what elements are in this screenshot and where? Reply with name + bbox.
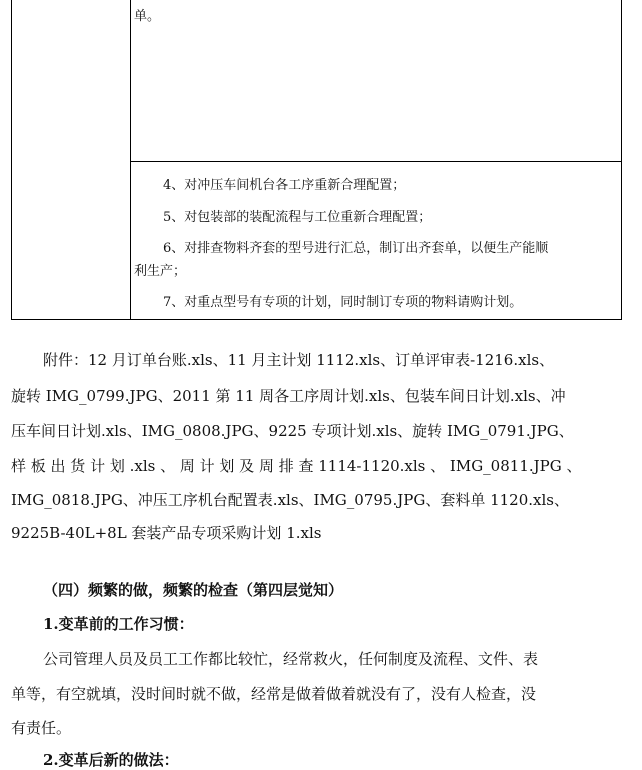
attachments-line-5: IMG_0818.JPG、冲压工序机台配置表.xls、IMG_0795.JPG、套料单 1120.xls、 <box>11 491 569 509</box>
table-item-4: 4、对冲压车间机台各工序重新合理配置； <box>163 178 406 193</box>
paragraph-line-2: 单等，有空就填，没时间时就不做，经常是做着做着就没有了，没有人检查，没 <box>11 685 537 703</box>
attachments-line-2: 旋转 IMG_0799.JPG、2011 第 11 周各工序周计划.xls、包装车间日计划.xls、冲 <box>11 387 566 405</box>
attachments-line-1: 附件：12 月订单台账.xls、11 月主计划 1112.xls、订单评审表-1216.xls、 <box>43 351 555 369</box>
paragraph-line-1: 公司管理人员及员工工作都比较忙，经常救火，任何制度及流程、文件、表 <box>43 650 539 668</box>
attachments-line-4: 样 板 出 货 计 划 .xls 、 周 计 划 及 周 排 查 1114-1120.xls 、 IMG_0811.JPG 、 <box>11 457 582 475</box>
paragraph-line-3: 有责任。 <box>11 719 72 737</box>
table-column-divider <box>130 0 131 320</box>
table-item-6: 6、对排查物料齐套的型号进行汇总，制订出齐套单，以便生产能顺 <box>163 241 549 256</box>
table-top-cell-text: 单。 <box>134 9 161 24</box>
table-item-6-cont: 利生产； <box>134 264 187 279</box>
subsection-before-title: 1.变革前的工作习惯： <box>43 615 194 633</box>
plan-table <box>11 0 622 320</box>
attachments-line-3: 压车间日计划.xls、IMG_0808.JPG、9225 专项计划.xls、旋转 IMG_0791.JPG、 <box>11 422 574 440</box>
section-title: （四）频繁的做，频繁的检查（第四层觉知） <box>43 581 344 599</box>
table-item-7: 7、对重点型号有专项的计划，同时制订专项的物料请购计划。 <box>163 295 523 310</box>
table-item-5: 5、对包装部的装配流程与工位重新合理配置； <box>163 210 432 225</box>
table-row-divider <box>130 161 621 162</box>
attachments-line-6: 9225B-40L+8L 套装产品专项采购计划 1.xls <box>11 524 322 542</box>
subsection-after-title: 2.变革后新的做法： <box>43 751 179 769</box>
